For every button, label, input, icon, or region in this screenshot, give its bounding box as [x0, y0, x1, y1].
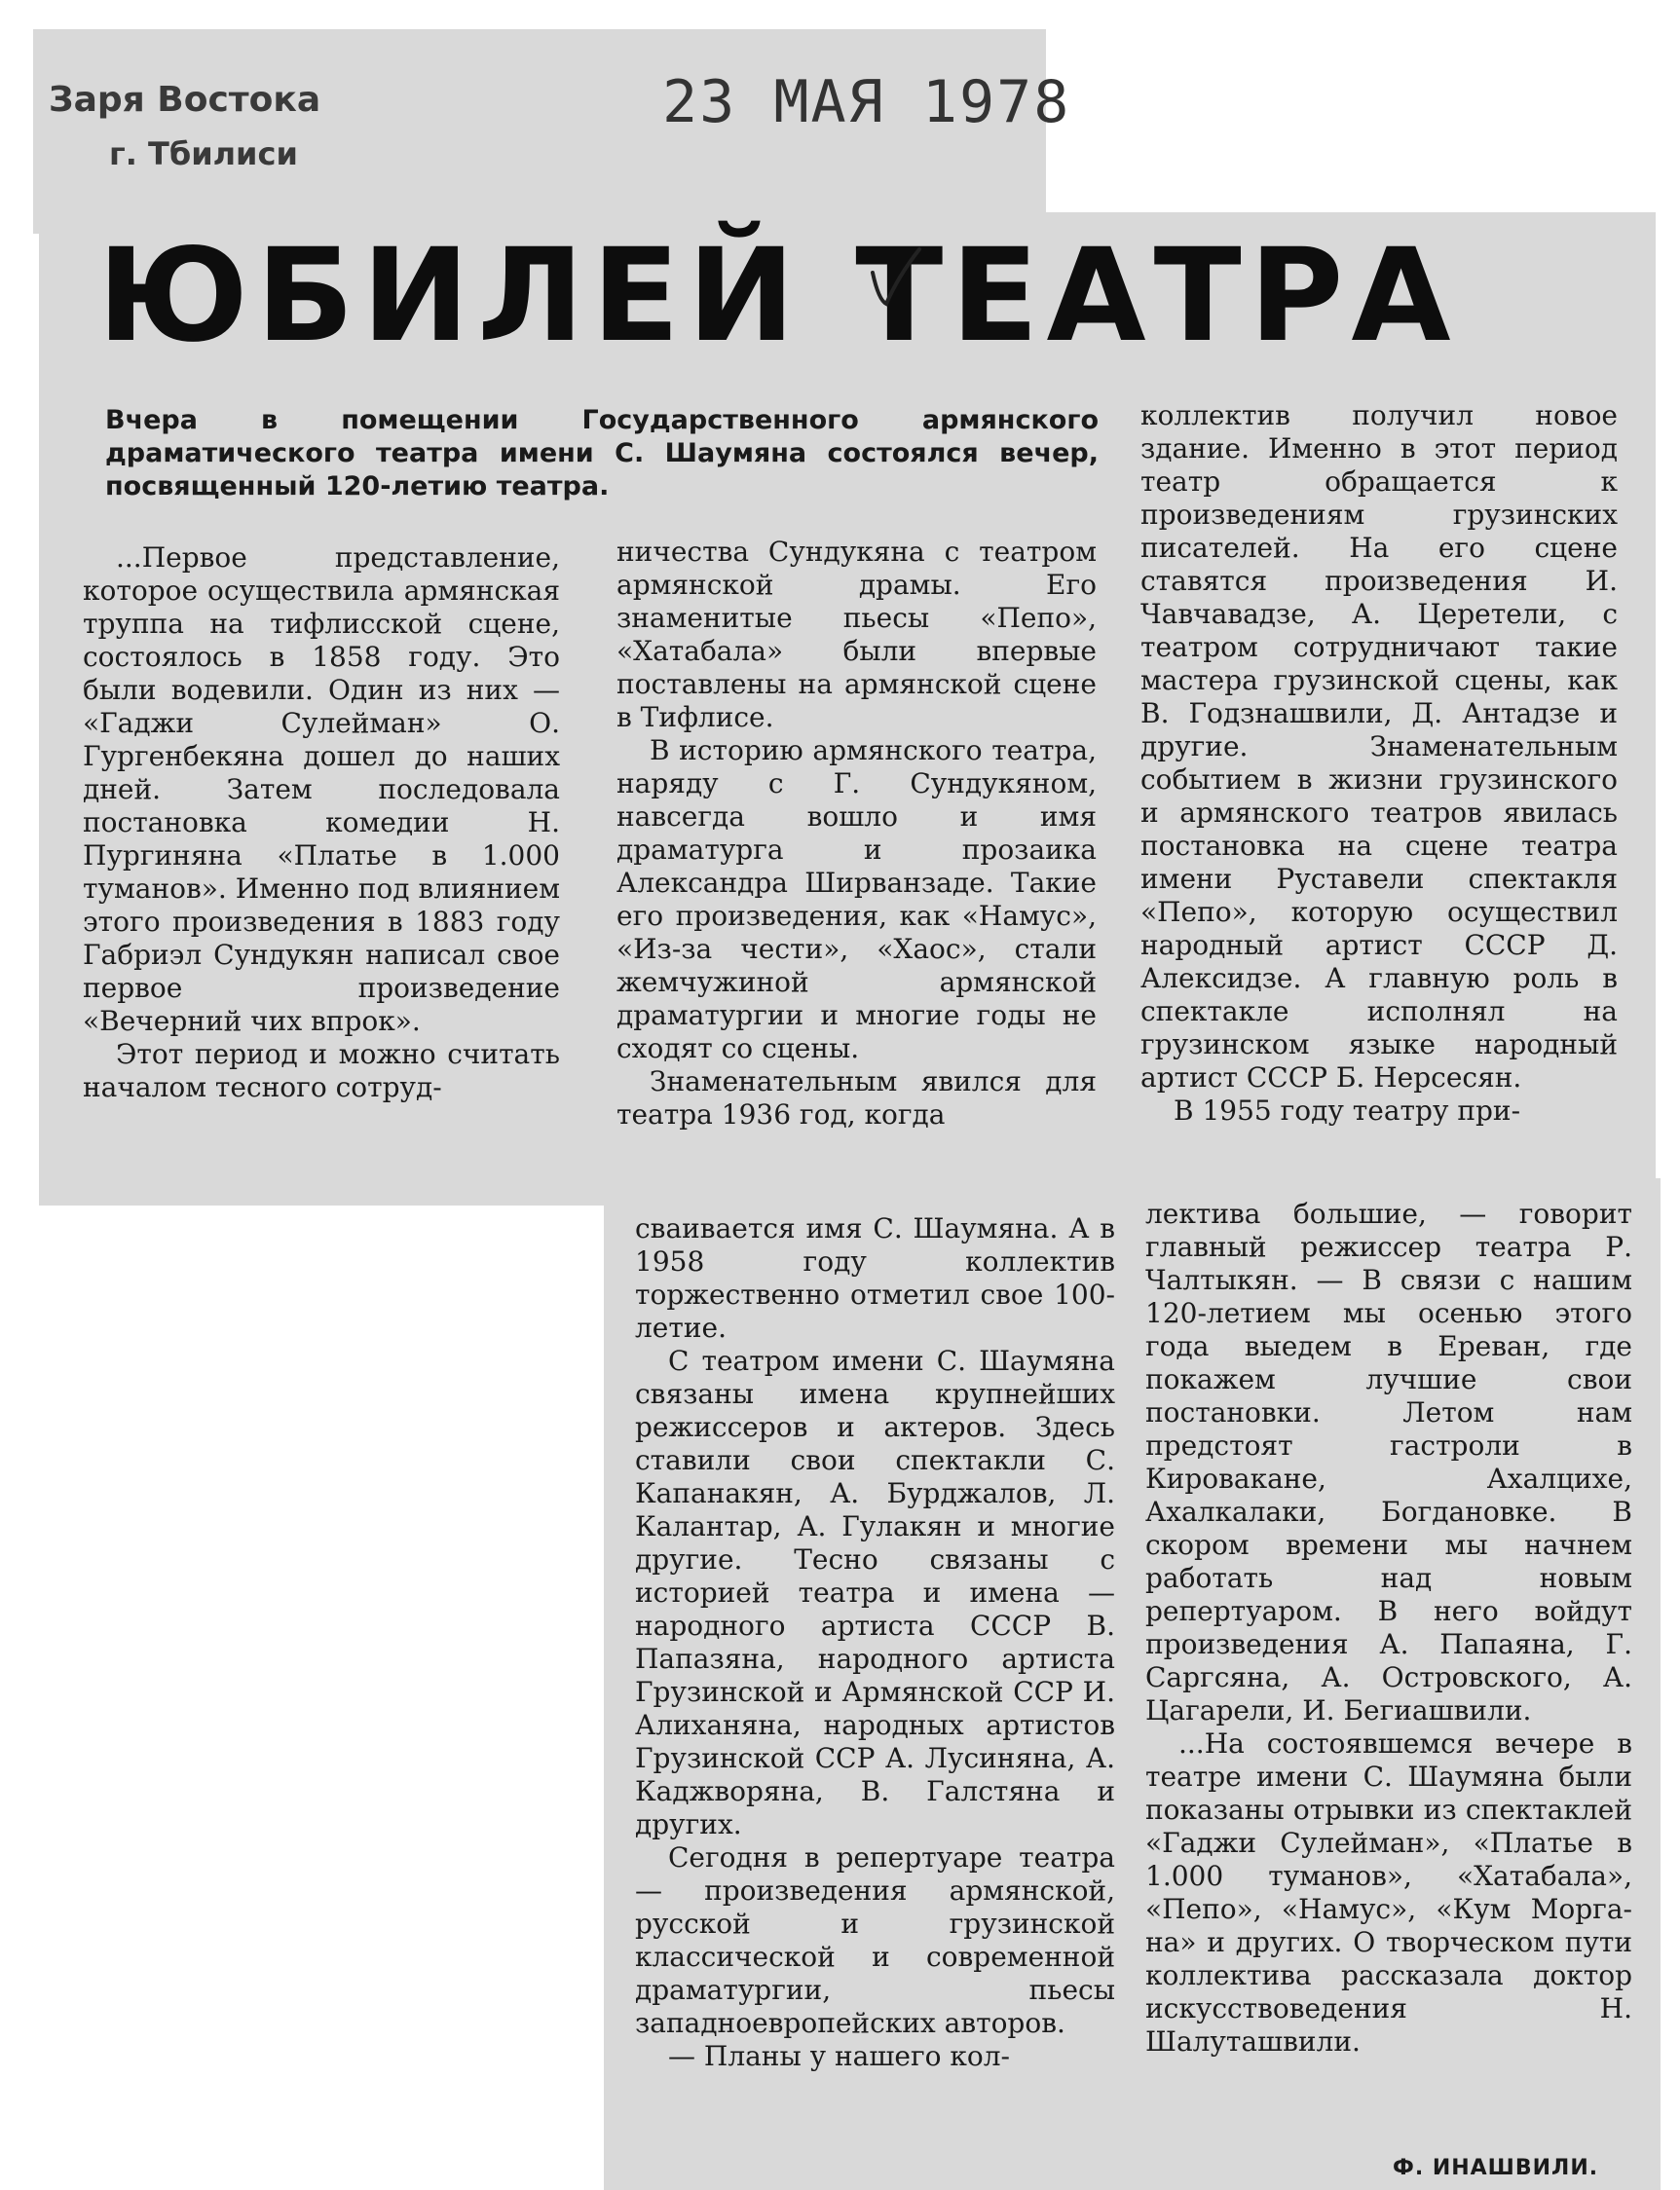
paragraph: ничества Сундукяна с театром армянской драмы. Его знаменитые пьесы «Пепо», «Хатабала» были впервые поставлены на армянской сцене в Тифлисе.: [616, 536, 1097, 733]
paragraph: коллектив получил новое здание. Именно в этот период театр обращается к произведениям грузинских писателей. На его сцене ставятся произведения И. Чавчавадзе, А. Церетели, с театром сотрудничают такие мастера грузинской сцены, как В. Годзнашвили, Д. Антадзе и другие. Знаменательным событием в жизни грузинского и армянского театров явилась постановка на сцене театра имени Руставели спектакля «Пепо», которую осуществил народный артист СССР Д. Алексидзе. А главную роль в спектакле исполнял на грузинском языке народный артист СССР Б. Нерсесян.: [1140, 399, 1618, 1094]
paragraph: В историю армянского театра, наряду с Г. Сундукяном, навсегда вошло и имя драматурга и прозаика Александра Ширванзаде. Такие его произведения, как «Намус», «Из-за чести», «Хаос», стали жемчужиной армянской драматургии и многие годы не сходят со сцены.: [616, 734, 1097, 1064]
newspaper-stamp: Заря Востока: [49, 80, 321, 120]
article-lead: Вчера в помещении Государственного армянского драматического театра имени С. Шаумяна состоялся вечер, посвященный 120-летию театра.: [105, 405, 1099, 501]
check-mark-icon: [865, 243, 923, 321]
date-stamp: 23 МАЯ 1978: [662, 68, 1071, 136]
article-column-5: [1145, 1198, 1632, 2059]
article-column-1: [83, 541, 560, 1104]
paragraph: лектива большие, — говорит главный режиссер театра Р. Чалтыкян. — В связи с нашим 120-летием мы осенью этого года выедем в Ереван, где покажем лучшие свои постановки. Летом нам предстоят гастроли в Кировакане, Ахалцихе, Ахалкалаки, Богдановке. В скором времени мы начнем работать над новым репертуаром. В него войдут произведения А. Папаяна, Г. Саргсяна, А. Островского, А. Цагарели, И. Бегиашвили.: [1145, 1198, 1632, 1726]
paragraph: Сегодня в репертуаре театра — произведения армянской, русской и грузинской классической и современной драматургии, пьесы западноевропейских авторов.: [635, 1841, 1115, 2039]
paragraph: — Планы у нашего кол-: [668, 2040, 1011, 2072]
paragraph: Этот период и можно считать началом тесного сотруд-: [83, 1038, 560, 1103]
paragraph: ...Первое представление, которое осуществила армянская труппа на тифлисской сцене, состоялось в 1858 году. Это были водевили. Один из них — «Гаджи Сулейман» О. Гургенбекяна дошел до наших дней. Затем последовала постановка комедии Н. Пургиняна «Платье в 1.000 туманов». Именно под влиянием этого произведения в 1883 году Габриэл Сундукян написал свое первое произведение «Вечерний чих впрок».: [83, 541, 560, 1037]
paragraph: В 1955 году театру при-: [1174, 1095, 1521, 1127]
article-headline: ЮБИЛЕЙ ТЕАТРА: [97, 221, 1459, 371]
paragraph: ...На состоявшемся вечере в театре имени С. Шаумяна были показаны отрывки из спектаклей «Гаджи Сулейман», «Платье в 1.000 туманов», «Хатабала», «Пепо», «Намус», «Кум Морга-на» и других. О творческом пути коллектива рассказала доктор искусствоведения Н. Шалуташвили.: [1145, 1727, 1632, 2058]
paragraph: сваивается имя С. Шаумяна. А в 1958 году коллектив торжественно отметил свое 100-летие.: [635, 1212, 1115, 1344]
paragraph: Знаменательным явился для театра 1936 год, когда: [616, 1065, 1097, 1131]
article-column-4: [635, 1212, 1115, 2073]
article-column-3: [1140, 399, 1618, 1128]
paragraph: С театром имени С. Шаумяна связаны имена крупнейших режиссеров и актеров. Здесь ставили свои спектакли С. Капанакян, А. Бурджалов, Л. Калантар, А. Гулакян и многие другие. Тесно связаны с историей театра и имена — народного артиста СССР В. Папазяна, народного артиста Грузинской и Армянской ССР И. Алиханяна, народных артистов Грузинской ССР А. Лусиняна, А. Каджворяна, В. Галстяна и других.: [635, 1345, 1115, 1840]
city-stamp: г. Тбилиси: [109, 135, 298, 172]
article-column-2: [616, 536, 1097, 1132]
author-signature: Ф. ИНАШВИЛИ.: [1393, 2156, 1599, 2180]
